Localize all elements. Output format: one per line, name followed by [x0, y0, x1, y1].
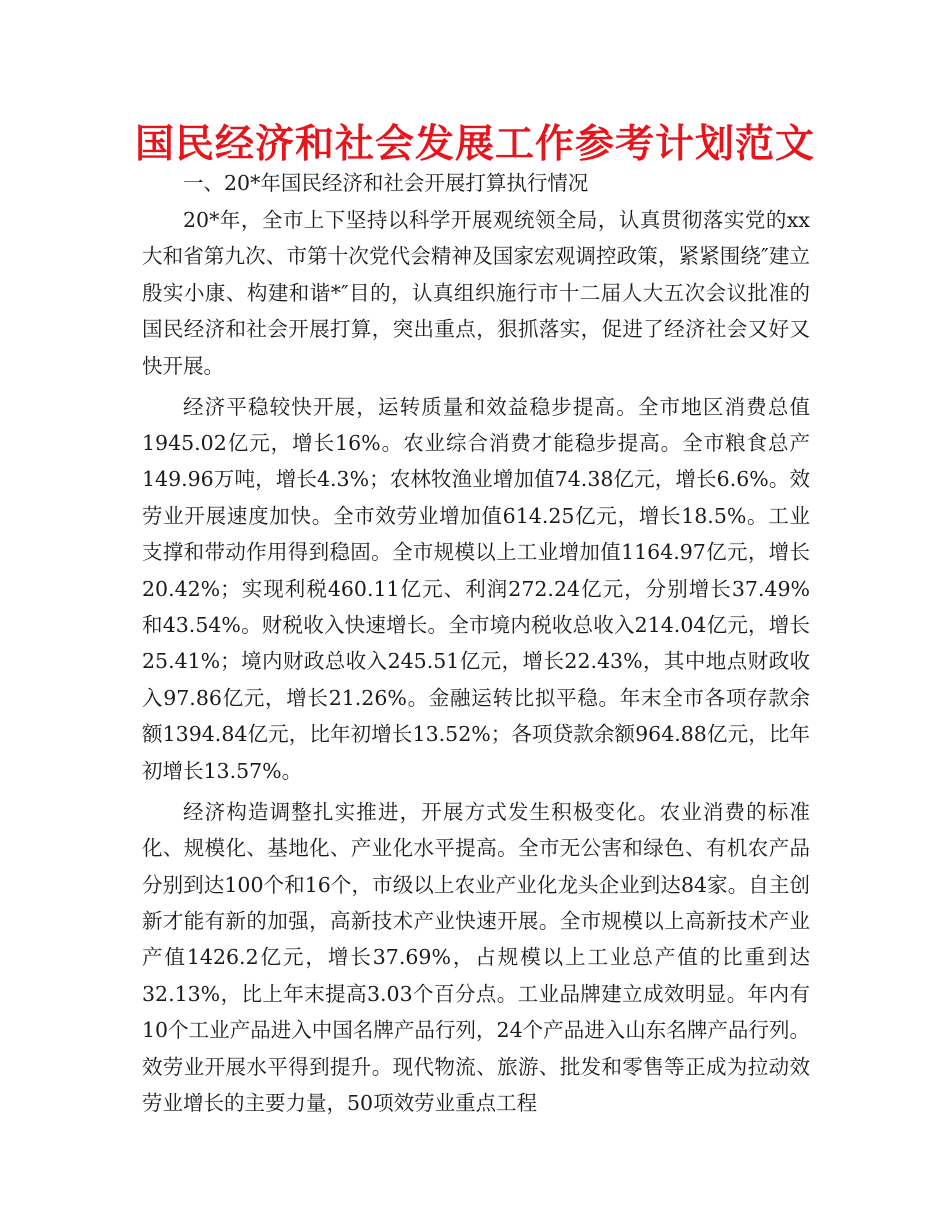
section-heading: 一、20*年国民经济和社会开展打算执行情况 [183, 171, 589, 195]
paragraph-economic-growth: 经济平稳较快开展，运转质量和效益稳步提高。全市地区消费总值1945.02亿元，增长16%。农业综合消费才能稳步提高。全市粮食总产149.96万吨，增长4.3%；农林牧渔业增加值74.38亿元，增长6.6%。效劳业开展速度加快。全市效劳业增加值614.25亿元，增长18.5%。工业支撑和带动作用得到稳固。全市规模以上工业增加值1164.97亿元，增长20.42%；实现利税460.11亿元、利润272.24亿元，分别增长37.49%和43.54%。财税收入快速增长。全市境内税收总收入214.04亿元，增长25.41%；境内财政总收入245.51亿元，增长22.43%，其中地点财政收入97.86亿元，增长21.26%。金融运转比拟平稳。年末全市各项存款余额1394.84亿元，比年初增长13.52%；各项贷款余额964.88亿元，比年初增长13.57%。 [142, 394, 810, 783]
document-title: 国民经济和社会发展工作参考计划范文 [134, 122, 815, 167]
paragraph-structural-adjustment: 经济构造调整扎实推进，开展方式发生积极变化。农业消费的标准化、规模化、基地化、产业化水平提高。全市无公害和绿色、有机农产品分别到达100个和16个，市级以上农业产业化龙头企业到达84家。自主创新才能有新的加强，高新技术产业快速开展。全市规模以上高新技术产业产值1426.2亿元，增长37.69%，占规模以上工业总产值的比重到达32.13%，比上年末提高3.03个百分点。工业品牌建立成效明显。年内有10个工业产品进入中国名牌产品行列，24个产品进入山东名牌产品行列。效劳业开展水平得到提升。现代物流、旅游、批发和零售等正成为拉动效劳业增长的主要力量，50项效劳业重点工程 [142, 799, 810, 1115]
document-body [142, 165, 810, 1121]
paragraph-overview: 20*年，全市上下坚持以科学开展观统领全局，认真贯彻落实党的xx大和省第九次、市第十次党代会精神及国家宏观调控政策，紧紧围绕″建立殷实小康、构建和谐*″目的，认真组织施行市十二届人大五次会议批准的国民经济和社会开展打算，突出重点，狠抓落实，促进了经济社会又好又快开展。 [142, 208, 810, 378]
